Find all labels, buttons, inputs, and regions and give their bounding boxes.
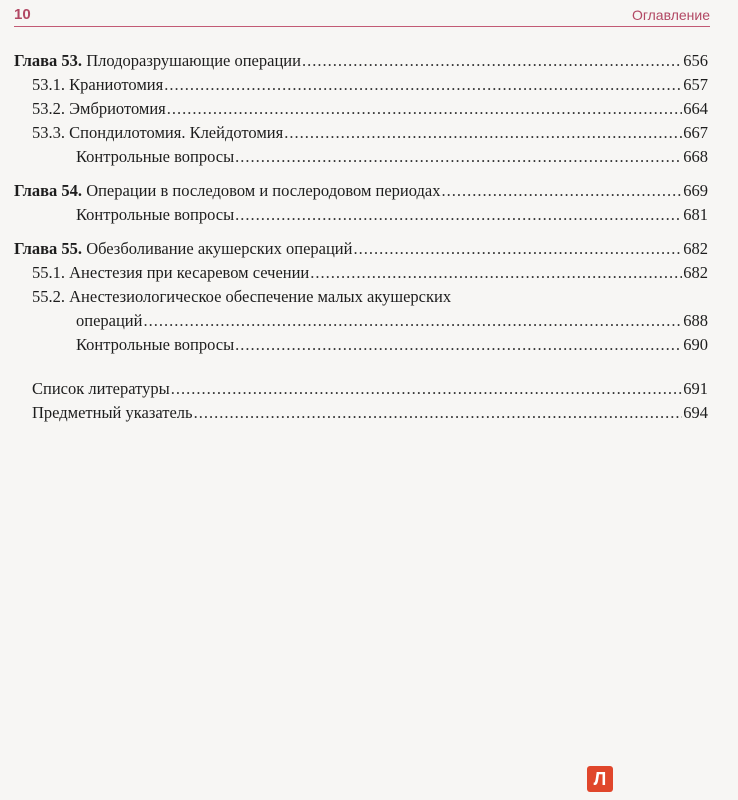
section-title: Контрольные вопросы [76,147,235,166]
section-title: 53.2. Эмбриотомия [32,99,166,118]
page-ref: 657 [683,75,708,94]
dot-leader [310,262,682,284]
dot-leader [143,310,682,332]
toc-questions-53[interactable] [76,146,708,168]
dot-leader [235,334,682,356]
toc-section-53-2[interactable] [32,98,708,120]
dot-leader [302,50,682,72]
page-ref: 682 [683,239,708,258]
page-ref: 690 [683,335,708,354]
toc-chapter-54[interactable] [14,180,708,202]
toc-questions-54[interactable] [76,204,708,226]
page-ref: 688 [683,311,708,330]
page-ref: 682 [683,263,708,282]
page-ref: 656 [683,51,708,70]
page-ref: 664 [683,99,708,118]
dot-leader [194,402,683,424]
chapter-number: Глава 53. [14,51,83,70]
dot-leader [235,146,682,168]
dot-leader [353,238,682,260]
section-title: Контрольные вопросы [76,335,235,354]
page-ref: 669 [683,181,708,200]
section-title: Список литературы [32,379,170,398]
page-header [14,4,710,27]
toc-references[interactable] [32,378,708,400]
dot-leader [171,378,683,400]
dot-leader [164,74,682,96]
toc-section-55-2[interactable] [76,310,708,332]
dot-leader [284,122,682,144]
page-ref: 667 [683,123,708,142]
toc-section-55-1[interactable] [32,262,708,284]
toc-section-53-1[interactable] [32,74,708,96]
section-title: операций [76,311,143,330]
page-number: 10 [14,6,31,23]
dot-leader [167,98,682,120]
toc-chapter-55[interactable] [14,238,708,260]
chapter-number: Глава 54. [14,181,83,200]
page-ref: 691 [683,379,708,398]
running-title: Оглавление [631,7,710,23]
section-title: 53.3. Спондилотомия. Клейдотомия [32,123,284,142]
dot-leader [442,180,683,202]
toc-section-55-2-line1[interactable]: 55.2. Анестезиологическое обеспечение малых акушерских [32,287,452,306]
section-title: Контрольные вопросы [76,205,235,224]
toc-questions-55[interactable] [76,334,708,356]
toc-section-53-3[interactable] [32,122,708,144]
chapter-number: Глава 55. [14,239,83,258]
chapter-title: Обезболивание акушерских операций [86,239,353,258]
toc-chapter-53[interactable] [14,50,708,72]
section-title: 55.1. Анестезия при кесаревом сечении [32,263,310,282]
section-title: Предметный указатель [32,403,193,422]
page-ref: 694 [683,403,708,422]
toc-index[interactable] [32,402,708,424]
chapter-title: Плодоразрушающие операции [86,51,301,70]
page-ref: 681 [683,205,708,224]
publisher-logo: Л [587,766,613,792]
dot-leader [235,204,682,226]
section-title: 53.1. Краниотомия [32,75,164,94]
page-ref: 668 [683,147,708,166]
chapter-title: Операции в последовом и послеродовом периодах [86,181,441,200]
